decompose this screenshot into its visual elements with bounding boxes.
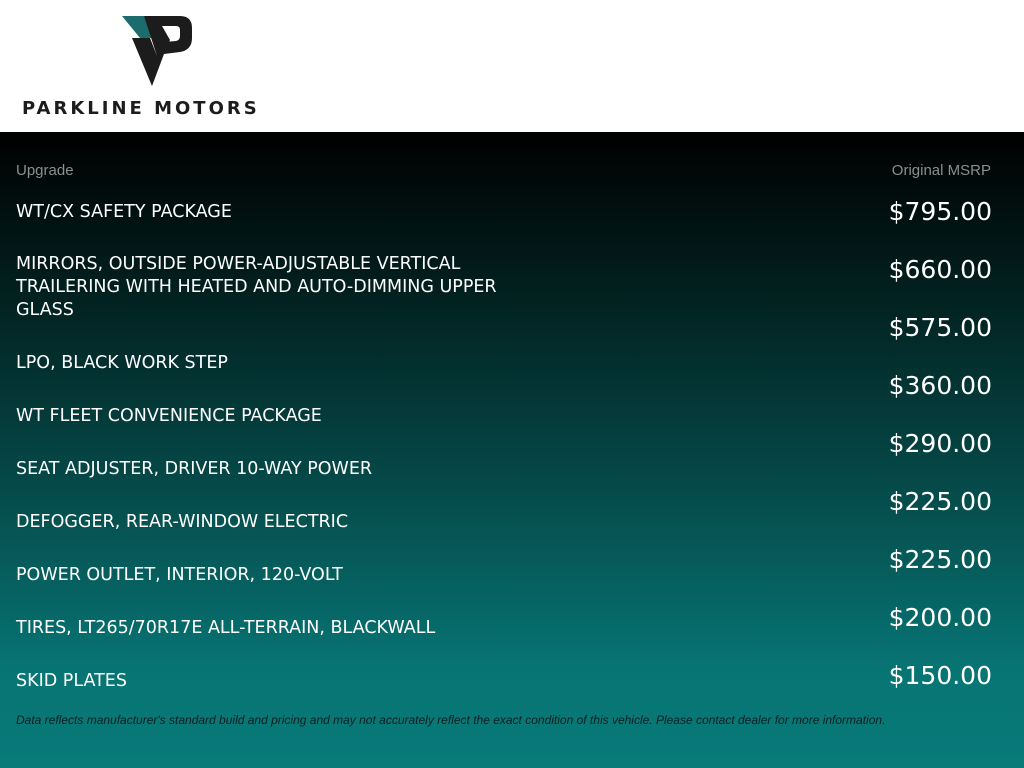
brand-name: PARKLINE MOTORS (22, 98, 260, 119)
price-value: $795.00 (888, 197, 992, 226)
list-item: TIRES, LT265/70R17E ALL-TERRAIN, BLACKWALL (16, 618, 436, 638)
price-value: $200.00 (888, 603, 992, 632)
msrp-column-header: Original MSRP (891, 162, 991, 179)
list-item: MIRRORS, OUTSIDE POWER-ADJUSTABLE VERTICAL TRAILERING WITH HEATED AND AUTO-DIMMING UPPER GLASS (16, 254, 497, 320)
price-value: $150.00 (888, 661, 992, 690)
header (0, 0, 1024, 132)
disclaimer-note: Data reflects manufacturer's standard build and pricing and may not accurately reflect the exact condition of this vehicle. Please contact dealer for more information. (16, 713, 886, 727)
list-item: SKID PLATES (16, 671, 127, 691)
list-item: POWER OUTLET, INTERIOR, 120-VOLT (16, 565, 343, 585)
price-value: $225.00 (888, 545, 992, 574)
price-value: $290.00 (888, 429, 992, 458)
list-item: DEFOGGER, REAR-WINDOW ELECTRIC (16, 512, 349, 532)
price-value: $225.00 (888, 487, 992, 516)
list-item: LPO, BLACK WORK STEP (16, 353, 228, 373)
p-logo-icon (120, 14, 194, 86)
upgrades-panel (0, 132, 1024, 768)
list-item: SEAT ADJUSTER, DRIVER 10-WAY POWER (16, 459, 373, 479)
price-value: $360.00 (888, 371, 992, 400)
price-value: $660.00 (888, 255, 992, 284)
list-item: WT/CX SAFETY PACKAGE (16, 202, 232, 222)
upgrade-column-header: Upgrade (16, 162, 74, 179)
list-item: WT FLEET CONVENIENCE PACKAGE (16, 406, 322, 426)
price-value: $575.00 (888, 313, 992, 342)
